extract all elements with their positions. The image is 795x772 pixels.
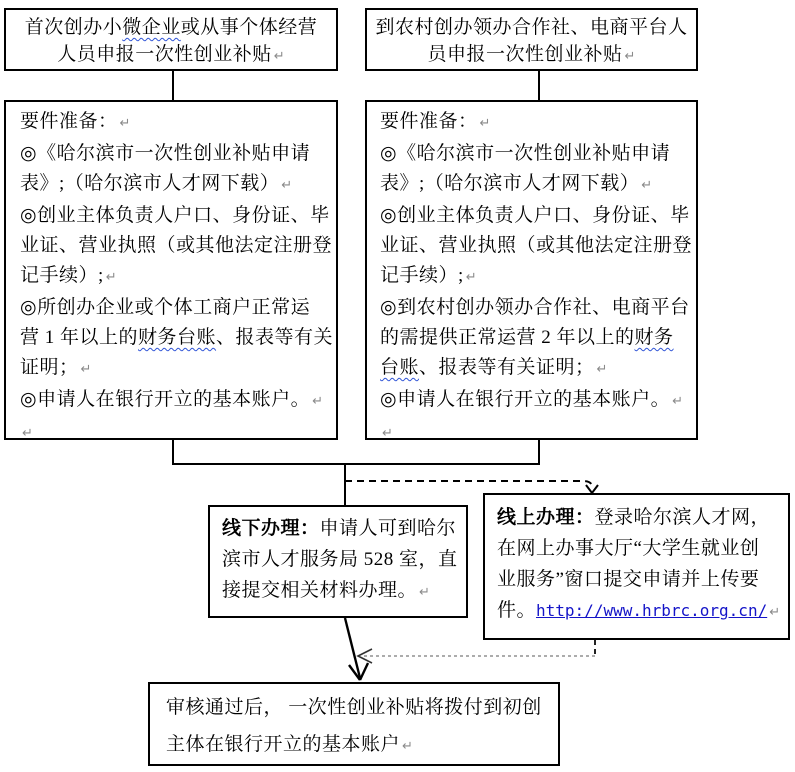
text-segment: 申请人可到哈尔: [319, 518, 457, 539]
result-box: [148, 682, 560, 766]
requirements-box-right: [365, 100, 698, 440]
paragraph-mark-icon: ↵: [769, 605, 781, 620]
text-line: [20, 169, 332, 201]
paragraph-mark-icon: ↵: [479, 116, 491, 131]
text-segment: 审核通过后， 一次性创业补贴将拨付到初创: [166, 697, 542, 718]
text-segment: 在网上办事大厅“大学生就业创: [497, 538, 760, 559]
text-line: [380, 107, 692, 139]
text-line: [20, 353, 332, 385]
text-segment: 件。: [497, 600, 537, 621]
paragraph-mark-icon: ↵: [596, 362, 608, 377]
text-line: [380, 231, 692, 261]
text-segment: 滨市人才服务局 528 室，直: [222, 549, 458, 570]
text-line: [20, 231, 332, 261]
text-line: [20, 323, 332, 353]
paragraph-mark-icon: ↵: [641, 178, 653, 193]
text-segment: 证明；: [20, 357, 79, 378]
paragraph-mark-icon: ↵: [382, 426, 393, 441]
text-segment: 微企业: [122, 17, 181, 38]
text-line: [6, 14, 336, 41]
text-line: [380, 169, 692, 201]
requirements-box-left: [4, 100, 338, 440]
text-line: [20, 107, 332, 139]
paragraph-mark-icon: ↵: [273, 49, 285, 64]
text-segment: 记手续）;: [20, 265, 104, 286]
text-segment: 、报表等有关证明；: [419, 357, 595, 378]
text-line: [20, 385, 332, 417]
connector-dashed-to-online: [345, 481, 592, 487]
text-line: [222, 513, 462, 544]
paragraph-mark-icon: ↵: [624, 49, 636, 64]
text-line: [166, 726, 554, 765]
text-segment: 或从事个体经营: [180, 17, 318, 38]
text-segment: 业证、营业执照（或其他法定注册登: [380, 235, 693, 256]
text-segment: 到农村创办领办合作社、电商平台人: [375, 17, 688, 38]
text-segment: 台账: [380, 357, 420, 378]
paragraph-mark-icon: ↵: [402, 739, 413, 754]
text-segment: 线下办理：: [222, 518, 320, 539]
text-line: [20, 293, 332, 323]
start-box-rural-coop: [365, 8, 698, 71]
text-line: [6, 41, 336, 70]
text-segment: 接提交相关材料办理。: [222, 580, 418, 601]
text-line: [380, 139, 692, 169]
paragraph-mark-icon: ↵: [672, 394, 683, 409]
text-line: [20, 201, 332, 231]
text-line: [380, 417, 692, 449]
text-line: [497, 595, 784, 628]
text-line: [497, 502, 784, 533]
text-line: [380, 261, 692, 293]
start-box-small-business: [4, 8, 338, 71]
paragraph-mark-icon: ↵: [119, 116, 131, 131]
text-segment: 营 1 年以上的: [20, 327, 139, 348]
text-segment: 财务台账: [138, 327, 217, 348]
text-line: [20, 417, 332, 449]
paragraph-mark-icon: ↵: [22, 426, 33, 441]
text-segment: 员申报一次性创业补贴: [427, 44, 623, 65]
paragraph-mark-icon: ↵: [419, 585, 430, 600]
text-segment: 、报表等有关: [216, 327, 334, 348]
text-segment: ◎创业主体负责人户口、身份证、毕: [380, 205, 690, 226]
text-line: [20, 261, 332, 293]
text-segment: ◎到农村创办领办合作社、电商平台: [380, 297, 690, 318]
text-line: [380, 353, 692, 385]
text-segment: 线上办理：: [497, 507, 595, 528]
text-segment: 首次创办小: [24, 17, 123, 38]
text-line: [222, 575, 462, 608]
text-segment: 要件准备：: [20, 111, 118, 132]
paragraph-mark-icon: ↵: [465, 270, 477, 285]
paragraph-mark-icon: ↵: [281, 178, 293, 193]
text-line: [380, 385, 692, 417]
arrowhead-result-icon: [349, 663, 368, 680]
text-segment: ◎所创办企业或个体工商户正常运: [20, 297, 311, 318]
text-line: [380, 201, 692, 231]
text-line: [367, 14, 696, 41]
text-segment: 业证、营业执照（或其他法定注册登: [20, 235, 333, 256]
text-line: [380, 293, 692, 323]
text-segment: 人员申报一次性创业补贴: [57, 44, 272, 65]
text-line: [380, 323, 692, 353]
text-segment: ◎申请人在银行开立的基本账户。: [380, 389, 671, 410]
text-segment: ◎《哈尔滨市一次性创业补贴申请: [380, 143, 671, 164]
text-line: [20, 139, 332, 169]
text-segment: ◎《哈尔滨市一次性创业补贴申请: [20, 143, 311, 164]
text-line: [497, 533, 784, 564]
text-segment: ◎创业主体负责人户口、身份证、毕: [20, 205, 330, 226]
arrowhead-return-icon: [358, 649, 372, 663]
offline-process-box: [208, 505, 468, 618]
arrowhead-online-icon: [586, 485, 598, 493]
paragraph-mark-icon: ↵: [105, 270, 117, 285]
text-segment: 财务: [634, 327, 674, 348]
connector-offline-to-result: [345, 618, 360, 678]
url-link[interactable]: http://www.hrbrc.org.cn/: [536, 601, 768, 620]
paragraph-mark-icon: ↵: [312, 394, 323, 409]
text-segment: 要件准备：: [380, 111, 478, 132]
text-segment: 记手续）;: [380, 265, 464, 286]
online-process-box: [483, 493, 790, 640]
text-line: [166, 689, 554, 726]
text-line: [367, 41, 696, 70]
text-segment: ◎申请人在银行开立的基本账户。: [20, 389, 311, 410]
text-line: [222, 544, 462, 575]
text-segment: 业服务”窗口提交申请并上传要: [497, 569, 760, 590]
text-segment: 表》;（哈尔滨市人才网下载）: [380, 173, 640, 194]
text-segment: 表》;（哈尔滨市人才网下载）: [20, 173, 280, 194]
text-segment: 主体在银行开立的基本账户: [166, 734, 401, 755]
text-line: [497, 564, 784, 595]
text-segment: 的需提供正常运营 2 年以上的: [380, 327, 635, 348]
text-segment: 登录哈尔滨人才网，: [594, 507, 771, 528]
paragraph-mark-icon: ↵: [80, 362, 92, 377]
